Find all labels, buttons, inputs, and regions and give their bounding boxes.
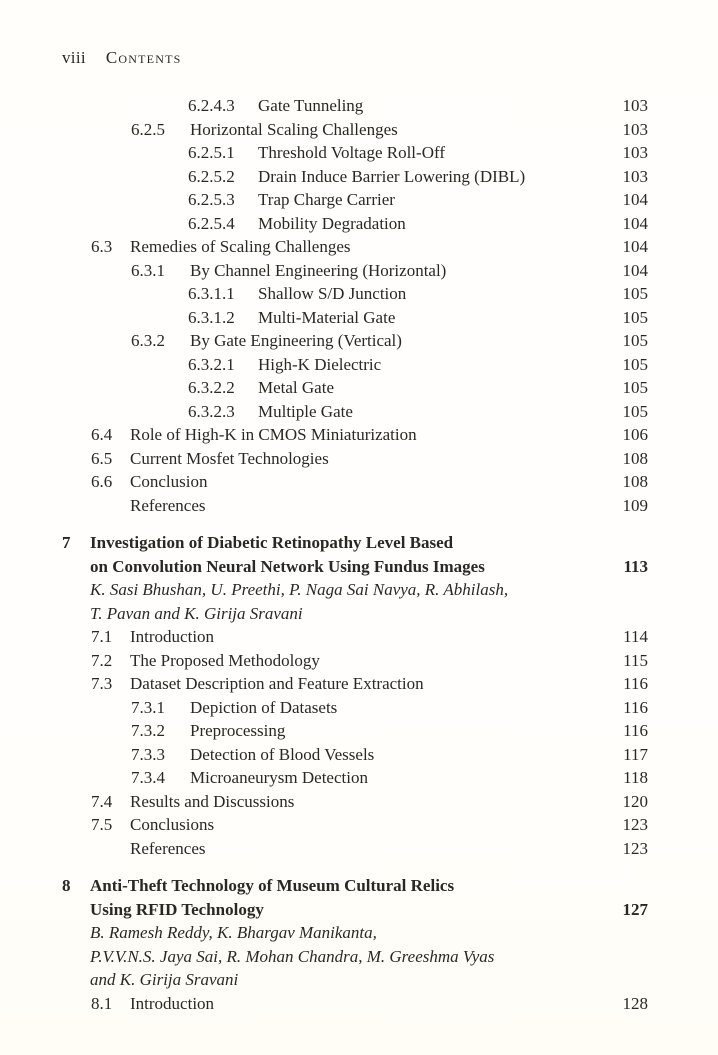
- authors-text: P.V.V.N.S. Jaya Sai, R. Mohan Chandra, M. Greeshma Vyas: [90, 946, 495, 966]
- entry-title: Detection of Blood Vessels: [190, 744, 375, 764]
- toc-entry: [62, 447, 648, 471]
- entry-page-number: 104: [622, 213, 648, 233]
- entry-number: 6.4: [91, 425, 113, 444]
- toc-entry: [62, 118, 648, 142]
- entry-title: Introduction: [130, 627, 215, 646]
- entry-page-number: 105: [622, 331, 648, 350]
- entry-number: 7.3.1: [131, 697, 165, 717]
- entry-number: 7.5: [91, 815, 113, 834]
- entry-number: 6.2.5.2: [188, 166, 235, 186]
- chapter-title-line: [62, 898, 648, 922]
- entry-page-number: 120: [622, 791, 648, 811]
- entry-page-number: 104: [622, 237, 648, 256]
- chapter-authors-line: [62, 968, 648, 992]
- entry-title: References: [130, 838, 206, 858]
- entry-number: 6.3: [91, 237, 113, 256]
- entry-title: By Gate Engineering (Vertical): [190, 331, 402, 350]
- toc-entry: [62, 837, 648, 861]
- entry-number: 6.2.5.3: [188, 190, 235, 209]
- entry-page-number: 103: [622, 96, 648, 115]
- entry-number: 7.4: [91, 791, 113, 811]
- entry-page-number: 104: [622, 190, 648, 209]
- entry-page-number: 128: [622, 993, 648, 1013]
- folio-page-number: viii: [62, 48, 86, 67]
- authors-text: K. Sasi Bhushan, U. Preethi, P. Naga Sai Navya, R. Abhilash,: [90, 580, 509, 599]
- entry-title: Drain Induce Barrier Lowering (DIBL): [258, 166, 526, 186]
- toc-entry: [62, 470, 648, 494]
- authors-text: B. Ramesh Reddy, K. Bhargav Manikanta,: [90, 923, 377, 942]
- entry-title: The Proposed Methodology: [130, 650, 320, 670]
- toc-entry: [62, 329, 648, 353]
- entry-title: Dataset Description and Feature Extraction: [130, 674, 424, 693]
- entry-page-number: 114: [623, 627, 648, 646]
- entry-page-number: 115: [623, 650, 648, 670]
- chapter-block: [62, 874, 648, 1015]
- entry-title: Multi-Material Gate: [258, 307, 396, 327]
- entry-title: Gate Tunneling: [258, 96, 364, 115]
- entry-title: By Channel Engineering (Horizontal): [190, 260, 447, 280]
- entry-page-number: 105: [622, 284, 648, 303]
- entry-number: 6.3.2: [131, 331, 165, 350]
- entry-number: 6.2.4.3: [188, 96, 235, 115]
- entry-number: 6.3.1.1: [188, 284, 235, 303]
- entry-page-number: 105: [622, 354, 648, 374]
- chapter-title: Anti-Theft Technology of Museum Cultural Relics: [90, 876, 455, 895]
- entry-page-number: 123: [622, 815, 648, 834]
- toc-entry: [62, 235, 648, 259]
- entry-title: Preprocessing: [190, 721, 286, 740]
- toc-entry: [62, 672, 648, 696]
- entry-page-number: 116: [623, 674, 648, 693]
- entry-title: Results and Discussions: [130, 791, 295, 811]
- toc-entry: [62, 719, 648, 743]
- toc-entry: [62, 188, 648, 212]
- chapter-title-line: [62, 874, 648, 898]
- toc-entry: [62, 625, 648, 649]
- chapter-number: 8: [62, 876, 71, 895]
- entry-page-number: 103: [622, 143, 648, 162]
- entry-page-number: 123: [622, 838, 648, 858]
- chapter-authors-line: [62, 921, 648, 945]
- entry-number: 6.6: [91, 472, 113, 491]
- toc-entry: [62, 165, 648, 189]
- chapter-title: Using RFID Technology: [90, 899, 264, 919]
- chapter-title-line: [62, 531, 648, 555]
- entry-title: Introduction: [130, 993, 215, 1013]
- entry-page-number: 103: [622, 166, 648, 186]
- toc-entry: [62, 766, 648, 790]
- entry-page-number: 116: [623, 697, 648, 717]
- toc-list: [62, 94, 648, 1015]
- toc-entry: [62, 212, 648, 236]
- chapter-title: on Convolution Neural Network Using Fundus Images: [90, 556, 485, 576]
- chapter-authors-line: [62, 602, 648, 626]
- toc-entry: [62, 353, 648, 377]
- entry-number: 6.3.2.2: [188, 378, 235, 397]
- toc-entry: [62, 813, 648, 837]
- toc-entry: [62, 400, 648, 424]
- entry-title: Role of High-K in CMOS Miniaturization: [130, 425, 417, 444]
- entry-title: Horizontal Scaling Challenges: [190, 119, 398, 139]
- entry-title: Trap Charge Carrier: [258, 190, 395, 209]
- running-head: Contents: [105, 48, 182, 67]
- toc-entry: [62, 94, 648, 118]
- entry-title: References: [130, 495, 206, 515]
- entry-number: 8.1: [91, 993, 113, 1013]
- entry-title: Mobility Degradation: [258, 213, 406, 233]
- toc-entry: [62, 306, 648, 330]
- toc-entry: [62, 423, 648, 447]
- toc-entry: [62, 282, 648, 306]
- entry-page-number: 118: [623, 768, 648, 787]
- page-header: [62, 48, 181, 68]
- chapter-block: [62, 531, 648, 860]
- entry-page-number: 116: [623, 721, 648, 740]
- entry-number: 7.3.2: [131, 721, 165, 740]
- entry-page-number: 117: [623, 744, 648, 764]
- entry-number: 6.2.5.1: [188, 143, 235, 162]
- chapter-number: 7: [62, 533, 71, 552]
- chapter-title-line: [62, 555, 648, 579]
- entry-title: Metal Gate: [258, 378, 334, 397]
- chapter-authors-line: [62, 945, 648, 969]
- entry-title: Microaneurysm Detection: [190, 768, 368, 787]
- toc-entry: [62, 696, 648, 720]
- toc-entry: [62, 992, 648, 1016]
- entry-page-number: 105: [622, 378, 648, 397]
- entry-number: 6.3.1.2: [188, 307, 235, 327]
- entry-title: Remedies of Scaling Challenges: [130, 237, 351, 256]
- entry-page-number: 105: [622, 401, 648, 421]
- entry-title: Conclusions: [130, 815, 215, 834]
- entry-title: Multiple Gate: [258, 401, 353, 421]
- authors-text: and K. Girija Sravani: [90, 970, 239, 989]
- entry-title: Conclusion: [130, 472, 208, 491]
- entry-number: 7.3: [91, 674, 113, 693]
- authors-text: T. Pavan and K. Girija Sravani: [90, 603, 303, 623]
- toc-entry: [62, 376, 648, 400]
- entry-title: Shallow S/D Junction: [258, 284, 407, 303]
- entry-number: 7.2: [91, 650, 113, 670]
- entry-title: Threshold Voltage Roll-Off: [258, 143, 445, 162]
- entry-page-number: 109: [622, 495, 648, 515]
- toc-entry: [62, 259, 648, 283]
- toc-entry: [62, 649, 648, 673]
- entry-page-number: 104: [622, 260, 648, 280]
- entry-page-number: 106: [622, 425, 648, 444]
- entry-number: 6.3.2.3: [188, 401, 235, 421]
- entry-number: 7.1: [91, 627, 113, 646]
- entry-page-number: 108: [622, 448, 648, 468]
- entry-page-number: 105: [622, 307, 648, 327]
- chapter-title: Investigation of Diabetic Retinopathy Level Based: [90, 533, 454, 552]
- entries-block: [62, 94, 648, 517]
- toc-entry: [62, 494, 648, 518]
- entry-number: 7.3.4: [131, 768, 165, 787]
- entry-page-number: 103: [622, 119, 648, 139]
- toc-entry: [62, 141, 648, 165]
- chapter-page-number: 127: [622, 899, 648, 919]
- chapter-page-number: 113: [623, 556, 648, 576]
- toc-entry: [62, 743, 648, 767]
- entry-number: 6.5: [91, 448, 113, 468]
- entry-title: High-K Dielectric: [258, 354, 382, 374]
- entry-number: 7.3.3: [131, 744, 165, 764]
- entry-title: Current Mosfet Technologies: [130, 448, 329, 468]
- entry-number: 6.2.5.4: [188, 213, 235, 233]
- entry-page-number: 108: [622, 472, 648, 491]
- entry-number: 6.3.1: [131, 260, 165, 280]
- entry-number: 6.2.5: [131, 119, 165, 139]
- chapter-authors-line: [62, 578, 648, 602]
- toc-entry: [62, 790, 648, 814]
- entry-number: 6.3.2.1: [188, 354, 235, 374]
- entry-title: Depiction of Datasets: [190, 697, 338, 717]
